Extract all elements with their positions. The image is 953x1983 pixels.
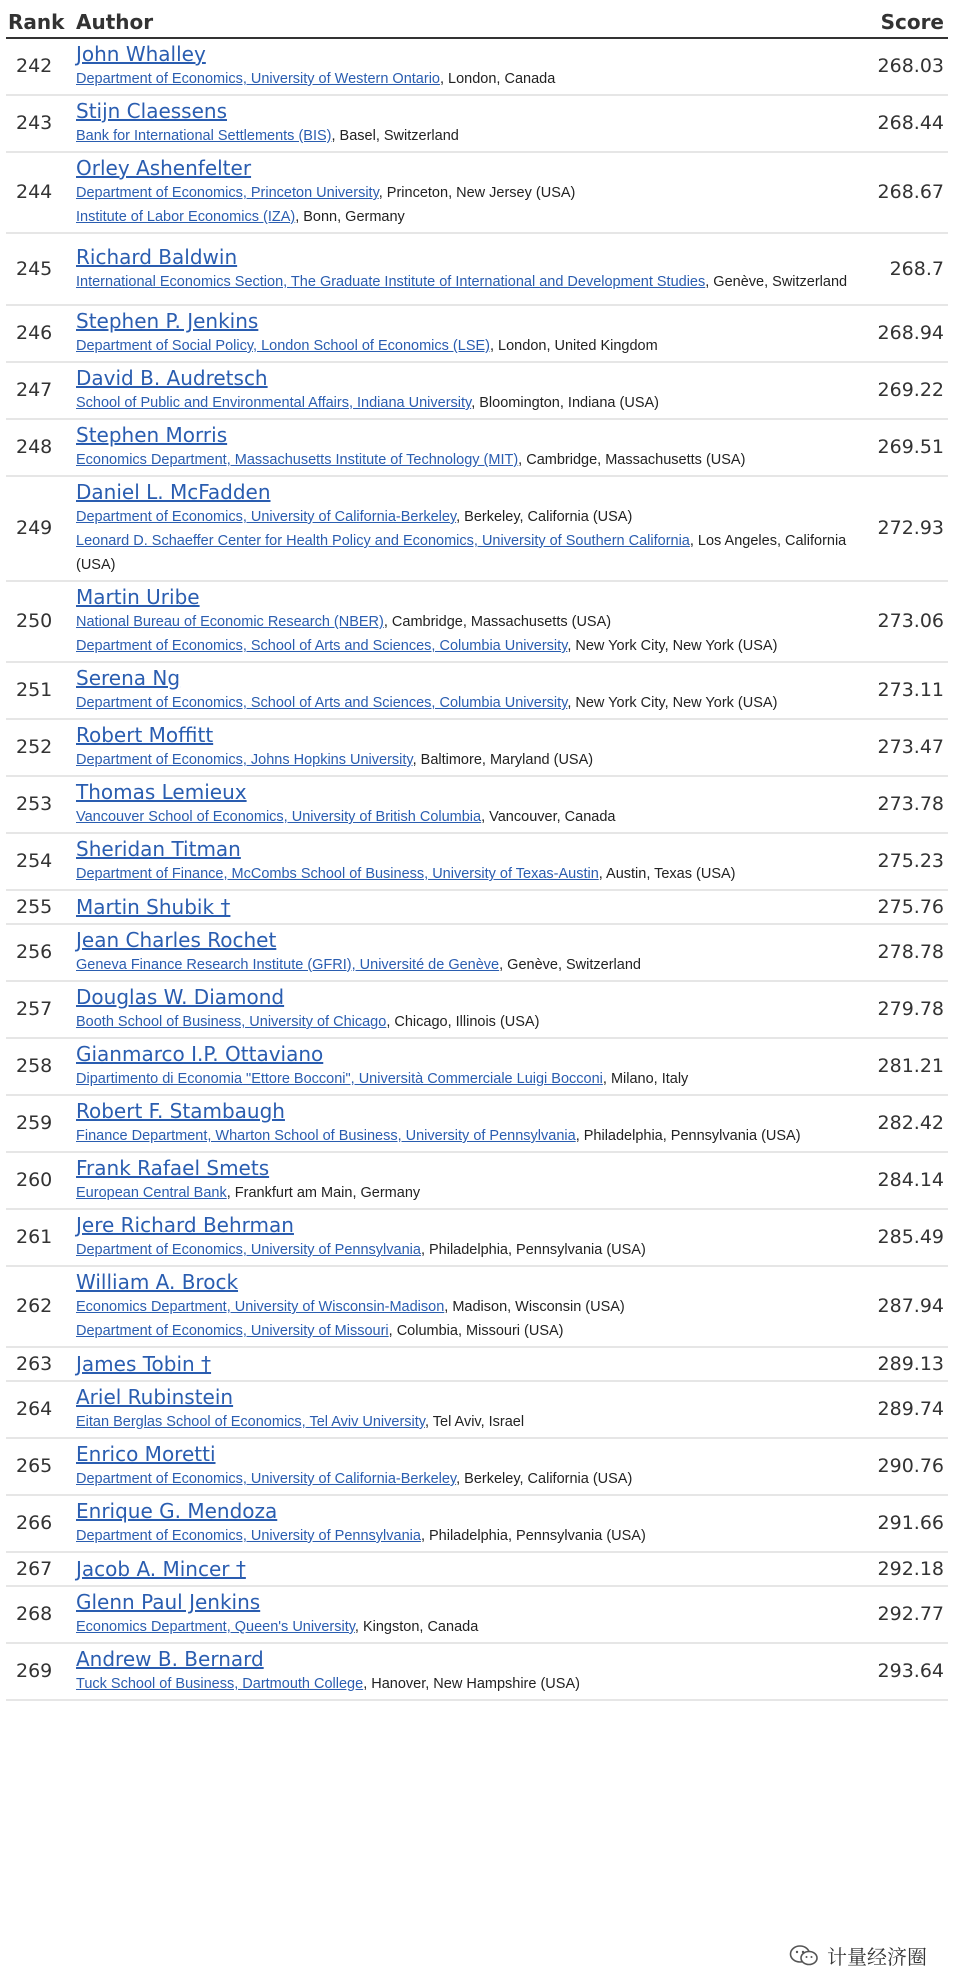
rank-cell: 249 [6, 476, 70, 581]
location-text: , Philadelphia, Pennsylvania (USA) [420, 1528, 646, 1544]
author-cell [70, 1095, 868, 1152]
score-cell: 268.67 [868, 152, 948, 233]
affiliation-line [76, 1181, 860, 1205]
affiliation-line [76, 1467, 860, 1491]
institution-link[interactable]: Economics Department, University of Wisconsin-Madison [76, 1299, 445, 1315]
affiliation-line [76, 953, 860, 977]
score-cell: 285.49 [868, 1209, 948, 1266]
rank-cell: 253 [6, 776, 70, 833]
affiliation-line [76, 124, 860, 148]
rank-cell: 250 [6, 581, 70, 662]
institution-link[interactable]: National Bureau of Economic Research (NBER) [76, 614, 384, 630]
affiliation-line [76, 448, 860, 472]
author-cell [70, 1347, 868, 1381]
score-cell: 268.44 [868, 95, 948, 152]
author-cell [70, 476, 868, 581]
table-row [6, 890, 948, 924]
score-cell: 292.77 [868, 1586, 948, 1643]
affiliation-line [76, 691, 860, 715]
rank-cell: 252 [6, 719, 70, 776]
score-cell: 292.18 [868, 1552, 948, 1586]
rank-cell: 257 [6, 981, 70, 1038]
table-row [6, 362, 948, 419]
affiliation-line [76, 1010, 860, 1034]
location-text: , New York City, New York (USA) [567, 695, 778, 711]
location-text: , Bonn, Germany [295, 209, 405, 225]
table-row [6, 1586, 948, 1643]
score-cell: 293.64 [868, 1643, 948, 1700]
table-row [6, 476, 948, 581]
score-cell: 279.78 [868, 981, 948, 1038]
author-name-link[interactable]: Ariel Rubinstein [76, 1385, 234, 1409]
institution-link[interactable]: Department of Economics, University of Pennsylvania [76, 1528, 421, 1544]
institution-link[interactable]: Eitan Berglas School of Economics, Tel Aviv University [76, 1414, 425, 1430]
location-text: , Milano, Italy [602, 1071, 689, 1087]
institution-link[interactable]: Economics Department, Massachusetts Institute of Technology (MIT) [76, 452, 519, 468]
author-cell [70, 152, 868, 233]
author-name-link[interactable]: Richard Baldwin [76, 244, 238, 269]
author-cell [70, 719, 868, 776]
rank-cell: 267 [6, 1552, 70, 1586]
affiliation-line [76, 67, 860, 91]
table-row [6, 38, 948, 95]
author-name-link[interactable]: Stephen Morris [76, 423, 228, 447]
affiliation-line [76, 334, 860, 358]
rank-cell: 245 [6, 233, 70, 305]
table-row [6, 1266, 948, 1347]
location-text: , Berkeley, California (USA) [456, 1471, 633, 1487]
table-row [6, 1347, 948, 1381]
author-name-link[interactable]: Enrico Moretti [76, 1442, 216, 1466]
author-name-link[interactable]: Andrew B. Bernard [76, 1647, 264, 1671]
institution-link[interactable]: International Economics Section, The Graduate Institute of International and Development Studies [76, 273, 706, 290]
location-text: , Columbia, Missouri (USA) [388, 1323, 564, 1339]
location-text: , Basel, Switzerland [331, 128, 459, 144]
rank-column-header[interactable]: Rank [6, 0, 70, 38]
author-cell [70, 1495, 868, 1552]
table-row [6, 95, 948, 152]
rank-cell: 247 [6, 362, 70, 419]
score-cell: 272.93 [868, 476, 948, 581]
table-row [6, 1152, 948, 1209]
score-cell: 273.47 [868, 719, 948, 776]
table-row [6, 305, 948, 362]
location-text: , Bloomington, Indiana (USA) [471, 395, 659, 411]
score-cell: 289.74 [868, 1381, 948, 1438]
rank-cell: 248 [6, 419, 70, 476]
rank-cell: 259 [6, 1095, 70, 1152]
author-name-link[interactable]: Glenn Paul Jenkins [76, 1590, 261, 1614]
affiliation-line [76, 748, 860, 772]
author-name-link[interactable]: Serena Ng [76, 666, 181, 690]
institution-link[interactable]: Bank for International Settlements (BIS) [76, 128, 332, 144]
rank-cell: 268 [6, 1586, 70, 1643]
score-cell: 273.06 [868, 581, 948, 662]
table-row [6, 152, 948, 233]
author-column-header[interactable]: Author [70, 0, 868, 38]
author-cell [70, 981, 868, 1038]
ranking-table [6, 0, 948, 1701]
score-cell: 268.7 [868, 233, 948, 305]
author-name-link[interactable]: Stijn Claessens [76, 99, 228, 123]
author-name-link[interactable]: Jere Richard Behrman [76, 1213, 294, 1237]
score-column-header[interactable]: Score [868, 0, 948, 38]
affiliation-line [76, 1672, 860, 1696]
author-name-link[interactable]: Daniel L. McFadden [76, 480, 271, 504]
author-name-link[interactable]: James Tobin † [76, 1351, 212, 1376]
location-text: , Cambridge, Massachusetts (USA) [518, 452, 746, 468]
institution-link[interactable]: Department of Finance, McCombs School of Business, University of Texas-Austin [76, 866, 599, 882]
affiliation-line [76, 1124, 860, 1148]
author-cell [70, 1209, 868, 1266]
affiliation-line [76, 1615, 860, 1639]
institution-link[interactable]: Leonard D. Schaeffer Center for Health Policy and Economics, University of Southern California [76, 533, 690, 549]
institution-link[interactable]: Tuck School of Business, Dartmouth College [76, 1676, 364, 1692]
rank-cell: 255 [6, 890, 70, 924]
table-row [6, 719, 948, 776]
author-name-link[interactable]: Martin Uribe [76, 585, 200, 609]
location-text: , Tel Aviv, Israel [424, 1414, 525, 1430]
affiliation-line [76, 1524, 860, 1548]
rank-cell: 256 [6, 924, 70, 981]
author-cell [70, 1038, 868, 1095]
author-cell [70, 95, 868, 152]
affiliation-line [76, 1067, 860, 1091]
author-name-link[interactable]: Robert F. Stambaugh [76, 1099, 285, 1123]
table-row [6, 981, 948, 1038]
rank-cell: 258 [6, 1038, 70, 1095]
author-cell [70, 1266, 868, 1347]
location-text: , Kingston, Canada [354, 1619, 479, 1635]
institution-link[interactable]: Department of Economics, Johns Hopkins University [76, 752, 413, 768]
author-name-link[interactable]: Jean Charles Rochet [76, 928, 277, 952]
institution-link[interactable]: Department of Economics, Princeton University [76, 185, 379, 201]
score-cell: 278.78 [868, 924, 948, 981]
score-cell: 273.78 [868, 776, 948, 833]
location-text: , Chicago, Illinois (USA) [386, 1014, 540, 1030]
author-name-link[interactable]: Douglas W. Diamond [76, 985, 285, 1009]
table-row [6, 1495, 948, 1552]
institution-link[interactable]: Department of Economics, University of Pennsylvania [76, 1242, 421, 1258]
score-cell: 281.21 [868, 1038, 948, 1095]
table-row [6, 1438, 948, 1495]
score-cell: 268.94 [868, 305, 948, 362]
location-text: , Princeton, New Jersey (USA) [378, 185, 576, 201]
affiliation-line [76, 205, 860, 229]
location-text: , New York City, New York (USA) [567, 638, 778, 654]
institution-link[interactable]: Department of Economics, School of Arts and Sciences, Columbia University [76, 695, 568, 711]
institution-link[interactable]: Dipartimento di Economia "Ettore Bocconi", Università Commerciale Luigi Bocconi [76, 1071, 603, 1087]
location-text: , Los Angeles, California (USA) [76, 533, 847, 573]
rank-cell: 262 [6, 1266, 70, 1347]
table-row [6, 419, 948, 476]
affiliation-line [76, 862, 860, 886]
institution-link[interactable]: Finance Department, Wharton School of Business, University of Pennsylvania [76, 1128, 576, 1144]
location-text: , Hanover, New Hampshire (USA) [363, 1676, 580, 1692]
institution-link[interactable]: Vancouver School of Economics, University of British Columbia [76, 809, 482, 825]
affiliation-line [76, 391, 860, 415]
institution-link[interactable]: Department of Economics, School of Arts and Sciences, Columbia University [76, 638, 568, 654]
author-cell [70, 305, 868, 362]
rank-cell: 251 [6, 662, 70, 719]
author-name-link[interactable]: John Whalley [76, 42, 206, 66]
score-cell: 275.23 [868, 833, 948, 890]
score-cell: 291.66 [868, 1495, 948, 1552]
institution-link[interactable]: Department of Economics, University of California-Berkeley [76, 1471, 457, 1487]
affiliation-line [76, 610, 860, 634]
table-row [6, 1038, 948, 1095]
score-cell: 287.94 [868, 1266, 948, 1347]
author-cell [70, 833, 868, 890]
location-text: , Berkeley, California (USA) [456, 509, 633, 525]
score-cell: 282.42 [868, 1095, 948, 1152]
affiliation-line [76, 805, 860, 829]
affiliation-line [76, 1295, 860, 1319]
rank-cell: 242 [6, 38, 70, 95]
author-cell [70, 1552, 868, 1586]
institution-link[interactable]: Institute of Labor Economics (IZA) [76, 209, 296, 225]
affiliation-line [76, 505, 860, 529]
author-cell [70, 38, 868, 95]
institution-link[interactable]: Department of Economics, University of Missouri [76, 1323, 389, 1339]
author-cell [70, 1586, 868, 1643]
score-cell: 275.76 [868, 890, 948, 924]
affiliation-line [76, 529, 860, 577]
score-cell: 269.22 [868, 362, 948, 419]
affiliation-line [76, 181, 860, 205]
score-cell: 290.76 [868, 1438, 948, 1495]
author-name-link[interactable]: William A. Brock [76, 1270, 239, 1294]
institution-link[interactable]: Economics Department, Queen's University [76, 1619, 355, 1635]
institution-link[interactable]: Department of Social Policy, London School of Economics (LSE) [76, 338, 490, 354]
location-text: , Austin, Texas (USA) [598, 866, 736, 882]
score-cell: 268.03 [868, 38, 948, 95]
location-text: , Genève, Switzerland [499, 957, 641, 973]
table-row [6, 1095, 948, 1152]
institution-link[interactable]: Geneva Finance Research Institute (GFRI), Université de Genève [76, 957, 500, 973]
author-name-link[interactable]: Stephen P. Jenkins [76, 309, 259, 333]
watermark [783, 1939, 933, 1972]
author-name-link[interactable]: Frank Rafael Smets [76, 1156, 270, 1180]
author-cell [70, 419, 868, 476]
author-cell [70, 776, 868, 833]
affiliation-line [76, 1410, 860, 1434]
rank-cell: 244 [6, 152, 70, 233]
rank-cell: 264 [6, 1381, 70, 1438]
author-name-link[interactable]: Jacob A. Mincer † [76, 1556, 246, 1581]
rank-cell: 260 [6, 1152, 70, 1209]
institution-link[interactable]: School of Public and Environmental Affairs, Indiana University [76, 395, 472, 411]
table-row [6, 1643, 948, 1700]
author-cell [70, 362, 868, 419]
rank-cell: 243 [6, 95, 70, 152]
author-name-link[interactable]: Orley Ashenfelter [76, 156, 252, 180]
institution-link[interactable]: European Central Bank [76, 1185, 227, 1201]
watermark-text: 计量经济圈 [827, 1945, 927, 1969]
table-body [6, 38, 948, 1700]
author-cell [70, 1643, 868, 1700]
author-name-link[interactable]: Enrique G. Mendoza [76, 1499, 278, 1523]
table-row [6, 581, 948, 662]
table-row [6, 833, 948, 890]
score-cell: 273.11 [868, 662, 948, 719]
institution-link[interactable]: Department of Economics, University of California-Berkeley [76, 509, 457, 525]
location-text: , Frankfurt am Main, Germany [226, 1185, 421, 1201]
author-name-link[interactable]: David B. Audretsch [76, 366, 268, 390]
author-cell [70, 1381, 868, 1438]
affiliation-line [76, 634, 860, 658]
author-cell [70, 233, 868, 305]
rank-cell: 246 [6, 305, 70, 362]
location-text: , Vancouver, Canada [481, 809, 616, 825]
author-cell [70, 890, 868, 924]
author-name-link[interactable]: Thomas Lemieux [76, 780, 247, 804]
rank-cell: 263 [6, 1347, 70, 1381]
author-name-link[interactable]: Gianmarco I.P. Ottaviano [76, 1042, 324, 1066]
location-text: , London, Canada [439, 71, 556, 87]
score-cell: 289.13 [868, 1347, 948, 1381]
author-cell [70, 924, 868, 981]
table-row [6, 1209, 948, 1266]
affiliation-line [76, 1319, 860, 1343]
rank-cell: 261 [6, 1209, 70, 1266]
score-cell: 269.51 [868, 419, 948, 476]
location-text: , Madison, Wisconsin (USA) [444, 1299, 625, 1315]
wechat-icon [789, 1944, 819, 1968]
author-cell [70, 1152, 868, 1209]
affiliation-line [76, 270, 860, 294]
location-text: , Philadelphia, Pennsylvania (USA) [575, 1128, 801, 1144]
rank-cell: 254 [6, 833, 70, 890]
author-name-link[interactable]: Sheridan Titman [76, 837, 241, 861]
table-row [6, 776, 948, 833]
rank-cell: 266 [6, 1495, 70, 1552]
table-row [6, 1552, 948, 1586]
score-cell: 284.14 [868, 1152, 948, 1209]
author-cell [70, 1438, 868, 1495]
rank-cell: 265 [6, 1438, 70, 1495]
rank-cell: 269 [6, 1643, 70, 1700]
affiliation-line [76, 1238, 860, 1262]
location-text: , Cambridge, Massachusetts (USA) [383, 614, 612, 630]
table-row [6, 233, 948, 305]
location-text: , Philadelphia, Pennsylvania (USA) [420, 1242, 646, 1258]
location-text: , Baltimore, Maryland (USA) [412, 752, 594, 768]
table-header [6, 0, 948, 38]
table-row [6, 662, 948, 719]
location-text: , London, United Kingdom [490, 338, 658, 354]
institution-link[interactable]: Department of Economics, University of Western Ontario [76, 71, 440, 87]
table-row [6, 924, 948, 981]
author-cell [70, 662, 868, 719]
table-row [6, 1381, 948, 1438]
author-cell [70, 581, 868, 662]
location-text: , Genève, Switzerland [705, 273, 848, 290]
institution-link[interactable]: Booth School of Business, University of Chicago [76, 1014, 387, 1030]
author-name-link[interactable]: Martin Shubik † [76, 894, 231, 919]
author-name-link[interactable]: Robert Moffitt [76, 723, 214, 747]
